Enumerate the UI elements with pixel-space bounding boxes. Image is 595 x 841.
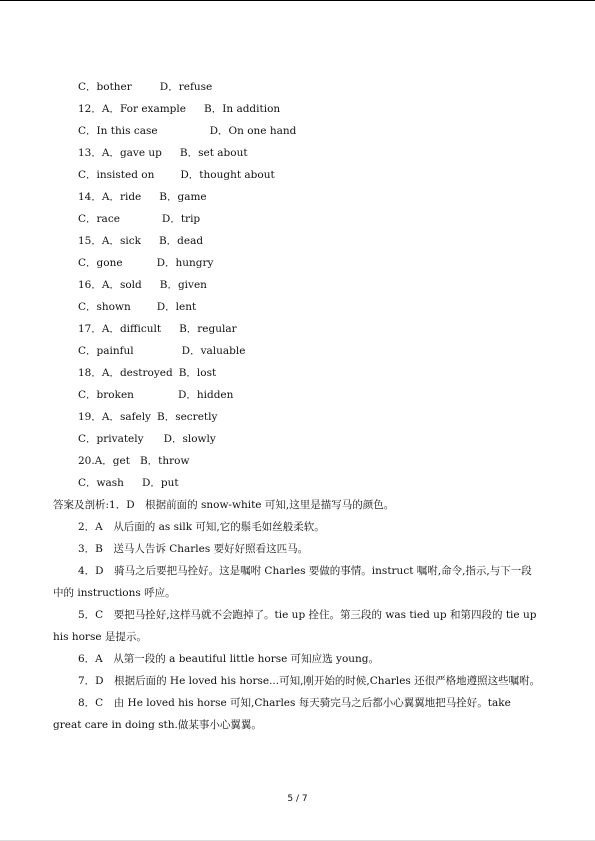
option-a: 16．A．sold (78, 279, 142, 291)
option-a: 20.A．get (78, 455, 130, 467)
option-row (53, 472, 541, 494)
option-row (53, 340, 541, 362)
option-b: B．set about (179, 147, 248, 159)
option-b: B．game (159, 191, 207, 203)
option-b: B．In addition (203, 103, 281, 115)
option-row (53, 164, 541, 186)
answer-item: 8．C 由 He loved his horse 可知,Charles 每天骑完马之后都小心翼翼地把马拴好。take great care in doing sth.做某事小心翼翼。 (53, 697, 511, 731)
option-a: C．In this case (78, 125, 158, 137)
option-row (53, 450, 541, 472)
option-row (53, 362, 541, 384)
option-row (53, 318, 541, 340)
option-b: D．hungry (156, 257, 214, 269)
option-b: B．given (159, 279, 207, 291)
option-b: D．refuse (159, 81, 213, 93)
option-a: C．shown (78, 301, 131, 313)
option-b: D．valuable (181, 345, 246, 357)
option-a: C．bother (78, 81, 132, 93)
option-a: C．broken (78, 389, 134, 401)
option-b: D．put (141, 477, 179, 489)
answer-item: 4．D 骑马之后要把马拴好。这是嘱咐 Charles 要做的事情。instruct 嘱咐,命令,指示,与下一段中的 instructions 呼应。 (53, 565, 532, 599)
option-a: C．race (78, 213, 120, 225)
option-row (53, 274, 541, 296)
option-a: 17．A．difficult (78, 323, 162, 335)
top-border-line (0, 0, 595, 1)
option-row (53, 406, 541, 428)
option-row (53, 296, 541, 318)
option-row (53, 142, 541, 164)
option-b: D．On one hand (209, 125, 297, 137)
option-b: D．trip (161, 213, 201, 225)
option-b: B．throw (139, 455, 190, 467)
option-a: 14．A．ride (78, 191, 142, 203)
option-b: B．secretly (156, 411, 218, 423)
answer-item: 5．C 要把马拴好,这样马就不会跑掉了。tie up 拴住。第三段的 was tied up 和第四段的 tie up his horse 是提示。 (53, 609, 537, 643)
option-a: 18．A．destroyed (78, 367, 173, 379)
option-b: D．lent (156, 301, 197, 313)
option-b: D．thought about (180, 169, 275, 181)
option-a: 12．A．For example (78, 103, 186, 115)
option-b: D．slowly (163, 433, 216, 445)
option-row (53, 120, 541, 142)
answer-item: 3．B 送马人告诉 Charles 要好好照看这匹马。 (78, 543, 309, 555)
option-row (53, 98, 541, 120)
option-a: 19．A．safely (78, 411, 151, 423)
option-row (53, 76, 541, 98)
answer-list (53, 516, 541, 736)
option-row (53, 208, 541, 230)
answer-item: 2．A 从后面的 as silk 可知,它的鬃毛如丝般柔软。 (78, 521, 325, 533)
option-a: C．privately (78, 433, 144, 445)
option-row (53, 252, 541, 274)
option-row (53, 428, 541, 450)
option-row (53, 186, 541, 208)
option-b: B．dead (158, 235, 204, 247)
option-row (53, 230, 541, 252)
answer-item: 6．A 从第一段的 a beautiful little horse 可知应选 young。 (78, 653, 380, 665)
answer-heading (53, 494, 541, 516)
option-row (53, 384, 541, 406)
page-number: 5 / 7 (287, 794, 308, 804)
answer-heading-text: 答案及剖析:1．D 根据前面的 snow-white 可知,这里是描写马的颜色。 (53, 499, 395, 511)
page-content (53, 76, 541, 736)
answer-item: 7．D 根据后面的 He loved his horse...可知,刚开始的时候,Charles 还很严格地遵照这些嘱咐。 (78, 675, 541, 687)
option-list (53, 76, 541, 494)
option-b: D．hidden (177, 389, 234, 401)
option-a: C．painful (78, 345, 134, 357)
option-a: C．gone (78, 257, 123, 269)
option-a: C．wash (78, 477, 124, 489)
option-a: C．insisted on (78, 169, 155, 181)
option-b: B．regular (179, 323, 237, 335)
option-b: B．lost (178, 367, 217, 379)
option-a: 13．A．gave up (78, 147, 162, 159)
option-a: 15．A．sick (78, 235, 141, 247)
